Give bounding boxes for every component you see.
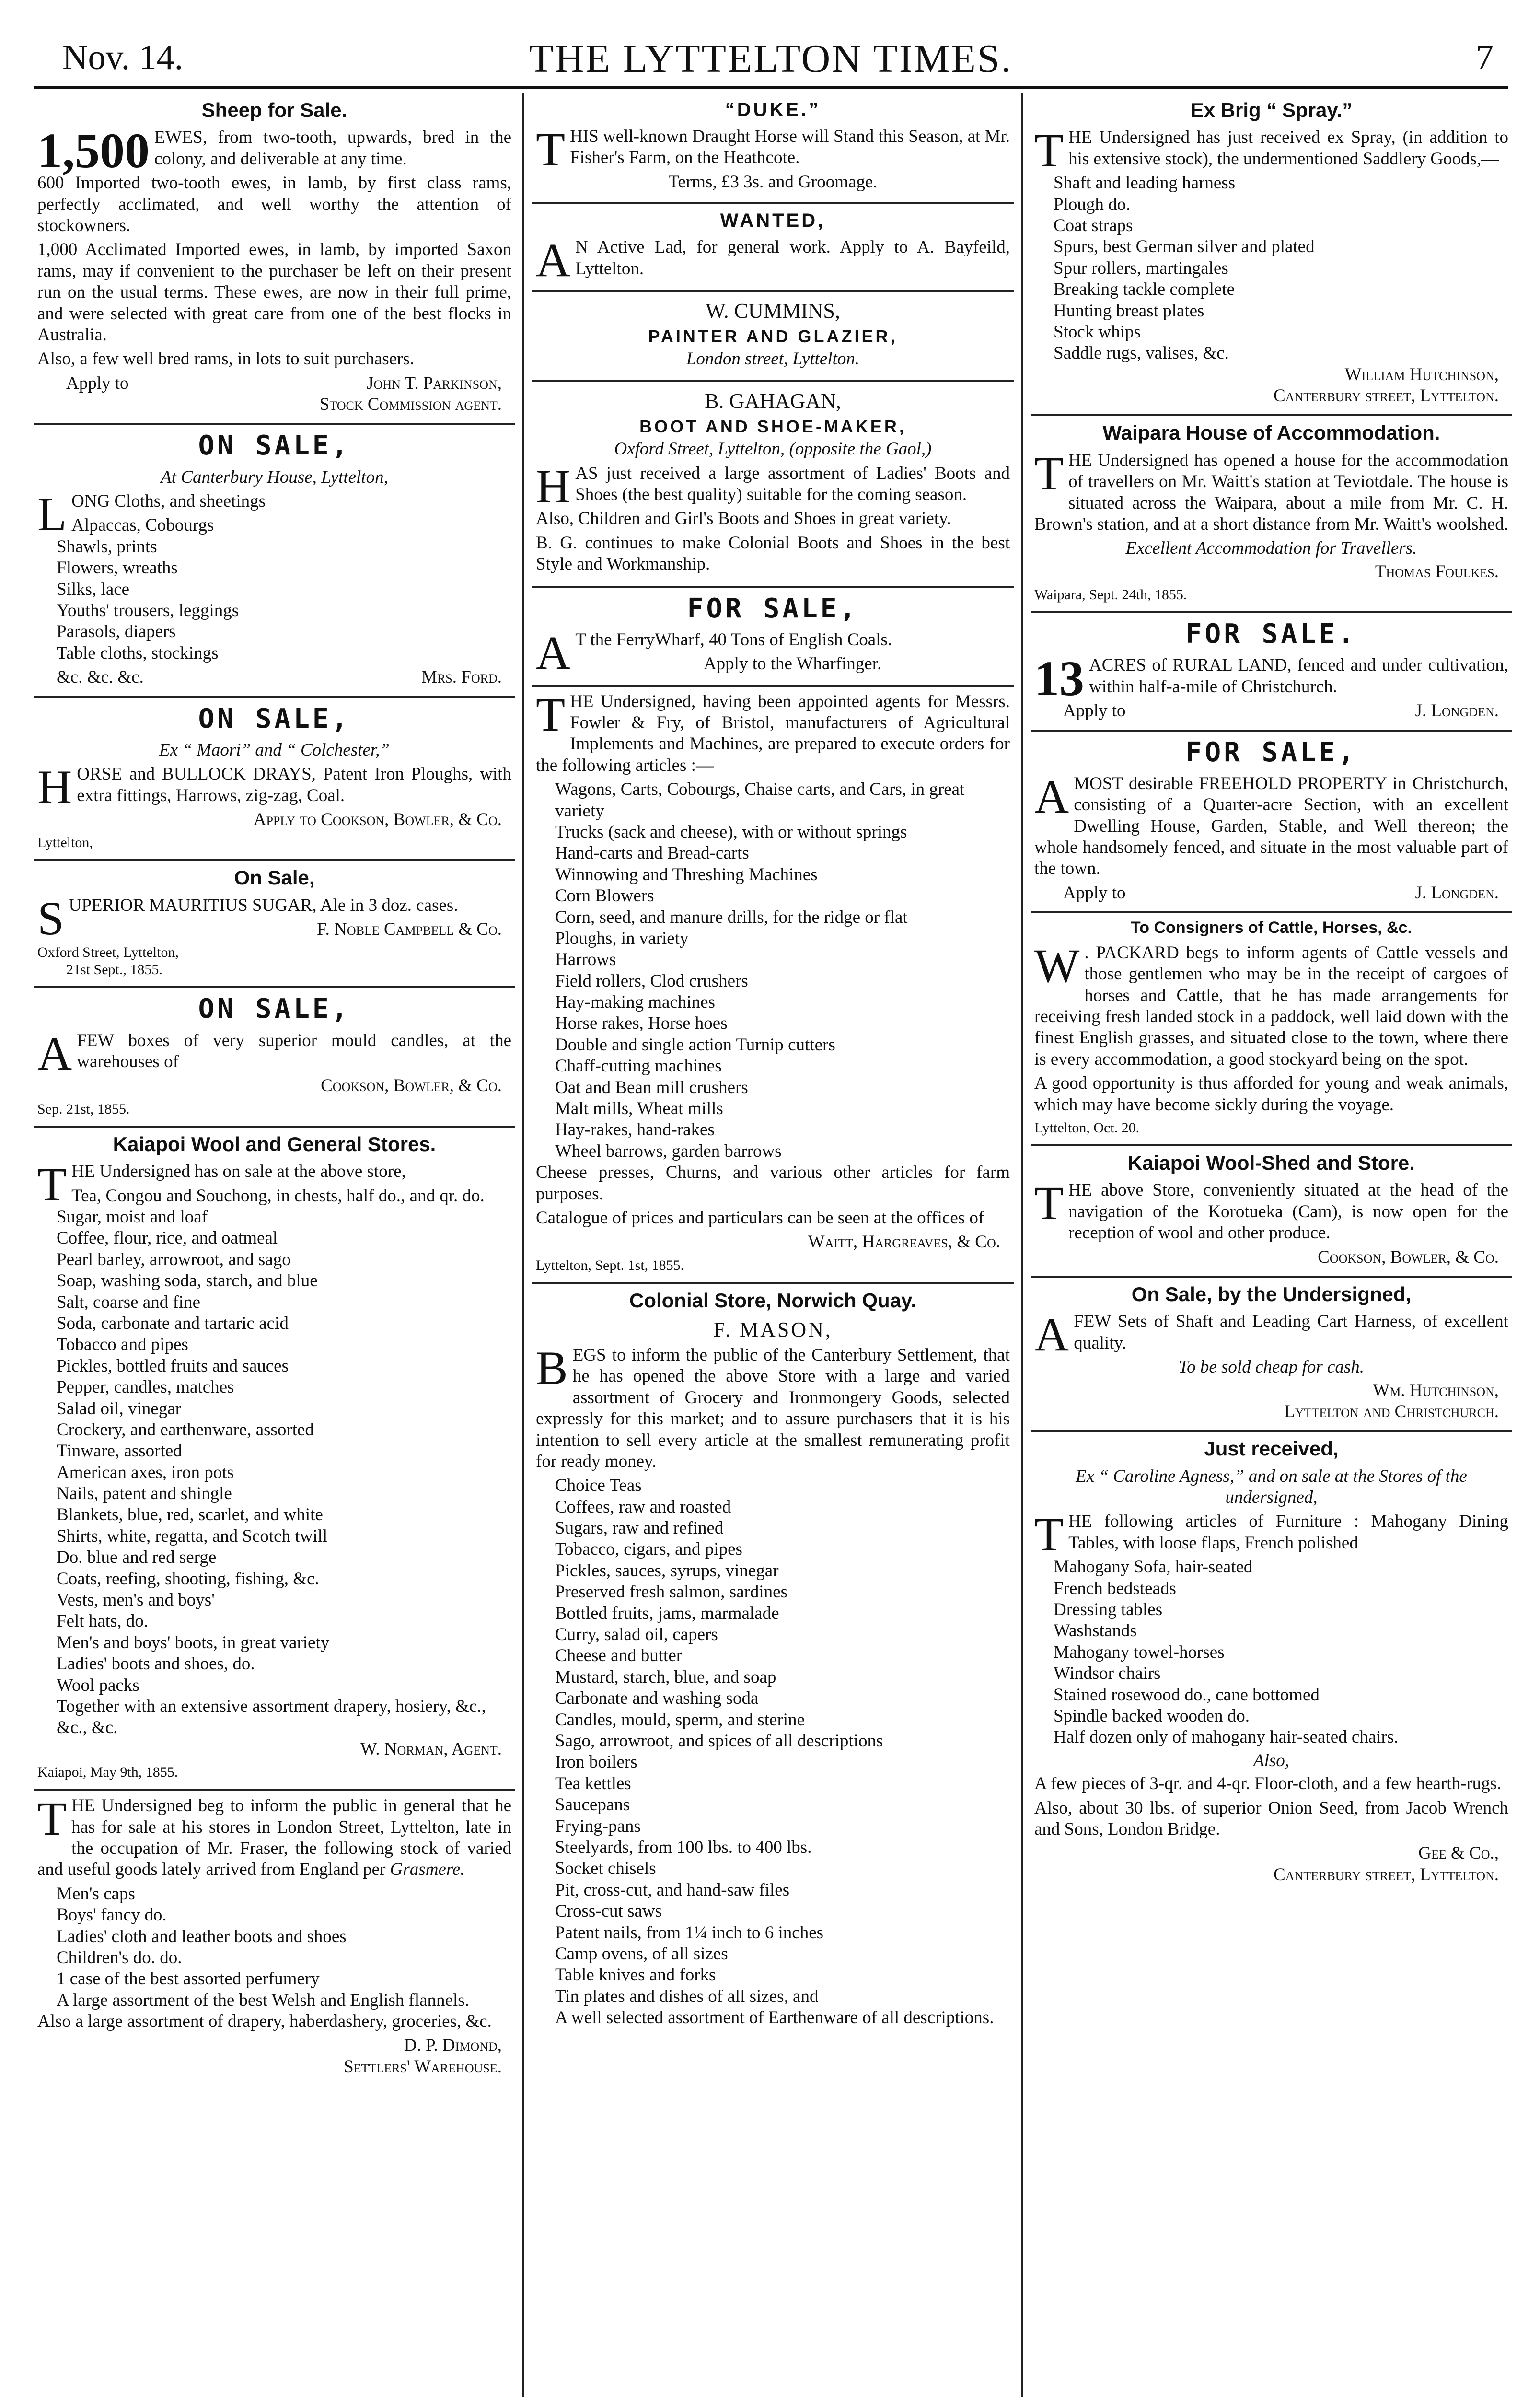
apply-label: Apply to bbox=[66, 373, 129, 393]
ad-text: N Active Lad, for general work. Apply to A. Bayfeild, Lyttelton. bbox=[575, 237, 1010, 279]
date-line: Lyttelton, Sept. 1st, 1855. bbox=[536, 1257, 684, 1273]
list-item: Hand-carts and Bread-carts bbox=[555, 843, 749, 863]
issue-date: Nov. 14. bbox=[62, 38, 184, 77]
list-item: Hay-making machines bbox=[555, 992, 715, 1012]
list-item: Pepper, candles, matches bbox=[57, 1377, 234, 1397]
list-item: Horse rakes, Horse hoes bbox=[555, 1013, 728, 1034]
list-item: Men's and boys' boots, in great variety bbox=[57, 1632, 330, 1652]
date-line: 21st Sept., 1855. bbox=[66, 962, 162, 978]
advertiser-name: F. Noble Campbell & Co. bbox=[317, 919, 502, 940]
list-item: Shirts, white, regatta, and Scotch twill bbox=[57, 1526, 328, 1546]
ad-heading: Kaiapoi Wool and General Stores. bbox=[113, 1132, 436, 1155]
ad-text: T the FerryWharf, 40 Tons of English Coals. bbox=[575, 629, 892, 650]
ad-heading: “DUKE.” bbox=[725, 99, 821, 120]
ad-heading: Kaiapoi Wool-Shed and Store. bbox=[1128, 1152, 1415, 1175]
apply-line: Apply to Cookson, Bowler, & Co. bbox=[253, 809, 502, 829]
list-item: Spur rollers, martingales bbox=[1054, 258, 1228, 278]
list-item: Pickles, sauces, syrups, vinegar bbox=[555, 1560, 779, 1581]
list-item: Half dozen only of mahogany hair-seated chairs. bbox=[1054, 1727, 1399, 1747]
list-item: Silks, lace bbox=[57, 579, 130, 599]
list-item: Pit, cross-cut, and hand-saw files bbox=[555, 1880, 790, 1900]
ad-heading: Ex Brig “ Spray.” bbox=[1190, 99, 1353, 121]
date-line: Sep. 21st, 1855. bbox=[37, 1101, 130, 1117]
list-item: Salad oil, vinegar bbox=[57, 1398, 181, 1419]
ad-text: ACRES of RURAL LAND, fenced and under cultivation, within half-a-mile of Christchurch. bbox=[1089, 655, 1508, 697]
list-item: Spurs, best German silver and plated bbox=[1054, 237, 1315, 257]
ad-heading: WANTED, bbox=[720, 210, 826, 232]
list-item: Youths' trousers, leggings bbox=[57, 601, 239, 620]
ad-heading: Sheep for Sale. bbox=[201, 99, 347, 121]
ad-text: 600 Imported two-tooth ewes, in lamb, by first class rams, perfectly acclimated, and well worthy the attention of stockowners. bbox=[37, 173, 511, 235]
ad-settlers-warehouse: THE Undersigned beg to inform the public in general that he has for sale at his stores in London Street, Lyttelton, late in the occupation of Mr. Fraser, the following stock of varied and useful goods lately arrived from England per Grasmere. Men's caps Boys' fancy do. Ladies' cloth and leather boots and shoes Children's do. do. 1 case of the best assorted perfumery A large assortment of the best Welsh and English flannels. Also a large assortment of drapery, haberdashery, groceries, &c. D. P. Dimond, Settlers' Warehouse. bbox=[34, 1791, 515, 2085]
column-2 bbox=[532, 93, 1014, 2397]
list-item: American axes, iron pots bbox=[57, 1462, 234, 1482]
ad-text: Ale in 3 doz. cases. bbox=[320, 895, 458, 915]
list-item: Soap, washing soda, starch, and blue bbox=[57, 1271, 318, 1291]
list-item: Children's do. do. bbox=[57, 1947, 182, 1967]
advertiser-address: Canterbury street, Lyttelton. bbox=[1274, 1864, 1499, 1885]
advertiser-name: J. Longden. bbox=[1415, 883, 1499, 903]
ad-text: HE Undersigned beg to inform the public in general that he has for sale at his stores in London Street, Lyttelton, late in the occupation of Mr. Fraser, the following stock of varied and useful goods lately arrived from England per bbox=[37, 1796, 511, 1880]
list-item: Spindle backed wooden do. bbox=[1054, 1706, 1250, 1726]
list-item: Salt, coarse and fine bbox=[57, 1292, 200, 1312]
ad-subheading: At Canterbury House, Lyttelton, bbox=[161, 467, 388, 487]
list-item: A large assortment of the best Welsh and English flannels. bbox=[57, 1990, 469, 2010]
newspaper-title: THE LYTTELTON TIMES. bbox=[529, 36, 1013, 81]
advertiser-name: Thomas Foulkes. bbox=[1375, 561, 1499, 582]
ad-tagline: Excellent Accommodation for Travellers. bbox=[1125, 538, 1417, 559]
list-item: Felt hats, do. bbox=[57, 1611, 149, 1631]
list-item: Corn, seed, and manure drills, for the ridge or flat bbox=[555, 907, 908, 927]
list-item: Coffees, raw and roasted bbox=[555, 1497, 731, 1517]
list-item: Saucepans bbox=[555, 1795, 630, 1815]
ad-tagline: To be sold cheap for cash. bbox=[1178, 1357, 1365, 1377]
list-item: Coats, reefing, shooting, fishing, &c. bbox=[57, 1569, 319, 1589]
list-item: Shawls, prints bbox=[57, 536, 157, 557]
ad-cummins bbox=[532, 292, 1014, 382]
date-line: Lyttelton, Oct. 20. bbox=[1034, 1120, 1140, 1136]
ad-text: Patent Iron Ploughs, with extra fittings, Harrows, zig-zag, Coal. bbox=[77, 764, 511, 805]
ad-subheading: Ex “ Caroline Agness,” and on sale at the Stores of the undersigned, bbox=[1076, 1466, 1467, 1508]
list-item: Winnowing and Threshing Machines bbox=[555, 864, 818, 884]
advertiser-name: Wm. Hutchinson, bbox=[1373, 1380, 1499, 1400]
list-item: Washstands bbox=[1054, 1621, 1137, 1641]
list-item: Blankets, blue, red, scarlet, and white bbox=[57, 1505, 323, 1525]
list-item: Table cloths, stockings bbox=[57, 643, 219, 663]
list-item: Trucks (sack and cheese), with or without springs bbox=[555, 822, 907, 842]
ad-text: Also, about 30 lbs. of superior Onion Seed, from Jacob Wrench and Sons, London Bridge. bbox=[1034, 1798, 1508, 1839]
ad-text: HE above Store, conveniently situated at the head of the navigation of the Korotueka (Cam), is now open for the reception of wool and other produce. bbox=[1068, 1180, 1508, 1243]
list-item: Coat straps bbox=[1054, 215, 1133, 235]
list-item: Sugar, moist and loaf bbox=[57, 1207, 208, 1227]
list-item: Preserved fresh salmon, sardines bbox=[555, 1582, 787, 1602]
ad-text: FEW boxes of very superior mould candles, at the warehouses of bbox=[77, 1030, 511, 1072]
list-item: Cross-cut saws bbox=[555, 1901, 662, 1921]
ad-text: EWES, from two-tooth, upwards, bred in the colony, and deliverable at any time. bbox=[154, 128, 511, 169]
list-item: Candles, mould, sperm, and sterine bbox=[555, 1710, 805, 1730]
list-item: Tobacco, cigars, and pipes bbox=[555, 1539, 742, 1559]
list-item: Harrows bbox=[555, 950, 616, 970]
list-item: Men's caps bbox=[57, 1884, 135, 1904]
ad-text: MOST desirable FREEHOLD PROPERTY in Christchurch, consisting of a Quarter-acre Section, with an excellent Dwelling House, Garden, Stable, and Well thereon; the whole handsomely fenced, and situate in the most valuable part of the town. bbox=[1034, 773, 1508, 879]
list-item: Shaft and leading harness bbox=[1054, 173, 1236, 193]
list-item: Parasols, diapers bbox=[57, 622, 176, 642]
list-item: Pearl barley, arrowroot, and sago bbox=[57, 1249, 291, 1269]
list-item: Pickles, bottled fruits and sauces bbox=[57, 1356, 289, 1376]
list-item: Tin plates and dishes of all sizes, and bbox=[555, 1986, 819, 2006]
drop-number: 13 bbox=[1034, 651, 1084, 707]
advertiser-name: F. MASON, bbox=[713, 1318, 833, 1342]
list-item: Choice Teas bbox=[555, 1476, 642, 1496]
ad-canterbury-house: ON SALE, At Canterbury House, Lyttelton, LONG Cloths, and sheetings Alpaccas, Cobourgs Shawls, prints Flowers, wreaths Silks, lace Youths' trousers, leggings Parasols, diapers Table cloths, stockings &c. &c. &c. Mrs. Ford. bbox=[34, 425, 515, 698]
ad-text: FEW Sets of Shaft and Leading Cart Harness, of excellent quality. bbox=[1074, 1312, 1508, 1353]
ad-heading: FOR SALE, bbox=[1185, 736, 1357, 768]
list-item: Tobacco and pipes bbox=[57, 1335, 188, 1355]
list-item: Field rollers, Clod crushers bbox=[555, 971, 748, 991]
advertiser-name: John T. Parkinson, bbox=[367, 373, 502, 393]
advertiser-name: J. Longden. bbox=[1415, 701, 1499, 721]
list-item: Wool packs bbox=[57, 1675, 139, 1695]
list-item: Coffee, flour, rice, and oatmeal bbox=[57, 1228, 278, 1248]
ad-text: HIS well-known Draught Horse will Stand this Season, at Mr. Fisher's Farm, on the Heathcote. bbox=[570, 127, 1010, 168]
ad-waipara-house: Waipara House of Accommodation. THE Undersigned has opened a house for the accommodation of travellers on Mr. Waitt's station at Teviotdale. The house is situated across the Waipara, about a mile from Mr. C. H. Brown's station, and at a short distance from Mr. Waitt's woolshed. Excellent Accommodation for Travellers. Thomas Foulkes. Waipara, Sept. 24th, 1855. bbox=[1031, 416, 1512, 613]
ad-text: . PACKARD begs to inform agents of Cattle vessels and those gentlemen who may be in the receipt of cargoes of horses and Cattle, that he has made arrangements for receiving fresh landed stock in a paddock, well laid down with the finest English grasses, and situated close to the town, where there is every accommodation, a good stockyard being on the spot. bbox=[1034, 943, 1508, 1069]
ad-text: AS just received a large assortment of Ladies' Boots and Shoes (the best quality) suitable for the coming season. bbox=[575, 463, 1010, 505]
list-item: Wagons, Carts, Cobourgs, Chaise carts, and Cars, in great variety bbox=[555, 780, 965, 821]
also-label: Also, bbox=[1253, 1750, 1290, 1770]
ad-text: UPERIOR MAURITIUS SUGAR, bbox=[69, 895, 317, 915]
page-number: 7 bbox=[1476, 38, 1494, 77]
apply-label: Apply to bbox=[1063, 883, 1126, 903]
advertiser-name: Cookson, Bowler, & Co. bbox=[1318, 1247, 1499, 1267]
address-line: London street, Lyttelton. bbox=[686, 349, 860, 369]
trade-line: PAINTER AND GLAZIER, bbox=[648, 326, 898, 346]
advertiser-name: W. CUMMINS, bbox=[706, 299, 840, 323]
ad-heading: Colonial Store, Norwich Quay. bbox=[629, 1289, 916, 1312]
list-item: Alpaccas, Cobourgs bbox=[71, 515, 214, 535]
list-item: Dressing tables bbox=[1054, 1600, 1163, 1620]
advertiser-name: Cookson, Bowler, & Co. bbox=[321, 1076, 502, 1096]
list-item: Frying-pans bbox=[555, 1816, 641, 1836]
masthead bbox=[34, 34, 1508, 89]
list-item: Saddle rugs, valises, &c. bbox=[1054, 343, 1229, 363]
list-item: Flowers, wreaths bbox=[57, 558, 178, 578]
ad-text: HE Undersigned has just received ex Spray, (in addition to his extensive stock), the undermentioned Saddlery Goods,— bbox=[1068, 128, 1508, 169]
ad-text: Also a large assortment of drapery, haberdashery, groceries, &c. bbox=[37, 2012, 492, 2032]
ad-ex-brig-spray: Ex Brig “ Spray.” THE Undersigned has just received ex Spray, (in addition to his extensive stock), the undermentioned Saddlery Goods,— Shaft and leading harness Plough do. Coat straps Spurs, best German silver and plated Spur rollers, martingales Breaking tackle complete Hunting breast plates Stock whips Saddle rugs, valises, &c. William Hutchinson, Canterbury street, Lyttelton. bbox=[1031, 93, 1512, 416]
list-item: Nails, patent and shingle bbox=[57, 1484, 232, 1504]
list-item: Breaking tackle complete bbox=[1054, 279, 1235, 300]
ad-terms: Terms, £3 3s. and Groomage. bbox=[668, 172, 878, 192]
list-item: Camp ovens, of all sizes bbox=[555, 1943, 728, 1964]
ad-text: HE Undersigned, having been appointed agents for Messrs. Fowler & Fry, of Bristol, manufacturers of Agricultural Implements and Machines, are prepared to execute orders for the following articles :— bbox=[536, 691, 1010, 775]
list-item: Boys' fancy do. bbox=[57, 1905, 167, 1925]
list-item: Tinware, assorted bbox=[57, 1441, 182, 1461]
ad-subheading: Ex “ Maori” and “ Colchester,” bbox=[159, 740, 390, 760]
ad-heading: FOR SALE. bbox=[1185, 618, 1357, 650]
list-item: Plough do. bbox=[1054, 194, 1131, 214]
ad-heading: ON SALE, bbox=[198, 703, 351, 734]
ad-colonial-store: Colonial Store, Norwich Quay. F. MASON, BEGS to inform the public of the Canterbury Settlement, that he has opened the above Store with a large and varied assortment of Grocery and Ironmongery Goods, selected expressly for this market; and to assure purchasers that it is his intention to sell every article at the smallest remunerating profit for ready money. Choice Teas Coffees, raw and roasted Sugars, raw and refined Tobacco, cigars, and pipes Pickles, sauces, syrups, vinegar Preserved fresh salmon, sardines Bottled fruits, jams, marmalade Curry, salad oil, capers Cheese and butter Mustard, starch, blue, and soap Carbonate and washing soda Candles, mould, sperm, and sterine Sago, arrowroot, and spices of all descriptions Iron boilers Tea kettles Saucepans Frying-pans Steelyards, from 100 lbs. to 400 lbs. Socket chisels Pit, cross-cut, and hand-saw files Cross-cut saws Patent nails, from 1¼ inch to 6 inches Camp ovens, of all sizes Table knives and forks Tin plates and dishes of all sizes, and A well selected assortment of Earthenware of all descriptions. bbox=[532, 1284, 1014, 2036]
list-item: A well selected assortment of Earthenware of all descriptions. bbox=[555, 2008, 994, 2028]
advertiser-address: Canterbury street, Lyttelton. bbox=[1274, 386, 1499, 406]
ad-text: Also, a few well bred rams, in lots to suit purchasers. bbox=[37, 349, 415, 369]
list-item: Stained rosewood do., cane bottomed bbox=[1054, 1685, 1320, 1705]
advertiser-name: Gee & Co., bbox=[1418, 1843, 1499, 1863]
trade-line: BOOT AND SHOE-MAKER, bbox=[639, 417, 906, 437]
list-item: Malt mills, Wheat mills bbox=[555, 1099, 723, 1119]
advertiser-name: William Hutchinson, bbox=[1344, 364, 1499, 384]
list-item: Table knives and forks bbox=[555, 1965, 716, 1985]
address-line: Oxford Street, Lyttelton, (opposite the Gaol,) bbox=[614, 439, 932, 459]
ad-text: HE following articles of Furniture : Mahogany Dining Tables, with loose flaps, French polished bbox=[1068, 1512, 1508, 1553]
ad-drays: ON SALE, Ex “ Maori” and “ Colchester,” HORSE and BULLOCK DRAYS, Patent Iron Ploughs, with extra fittings, Harrows, zig-zag, Coal. Apply to Cookson, Bowler, & Co. Lyttelton, bbox=[34, 698, 515, 861]
list-item: Steelyards, from 100 lbs. to 400 lbs. bbox=[555, 1837, 812, 1857]
ad-gahagan: B. GAHAGAN, BOOT AND SHOE-MAKER, Oxford Street, Lyttelton, (opposite the Gaol,) HAS just received a large assortment of Ladies' Boots and Shoes (the best quality) suitable for the coming season. Also, Children and Girl's Boots and Shoes in great variety. B. G. continues to make Colonial Boots and Shoes in the best Style and Workmanship. bbox=[532, 382, 1014, 587]
ad-wanted: WANTED, A N Active Lad, for general work. Apply to A. Bayfeild, Lyttelton. bbox=[532, 204, 1014, 292]
list-item: Sago, arrowroot, and spices of all descriptions bbox=[555, 1731, 883, 1751]
column-divider bbox=[1021, 93, 1023, 2397]
list-item: Chaff-cutting machines bbox=[555, 1056, 722, 1076]
ad-text: A few pieces of 3-qr. and 4-qr. Floor-cloth, and a few hearth-rugs. bbox=[1034, 1774, 1502, 1794]
advertiser-address: Lyttelton and Christchurch. bbox=[1284, 1401, 1499, 1421]
ad-heading: On Sale, bbox=[234, 866, 315, 889]
list-item: Ladies' boots and shoes, do. bbox=[57, 1654, 255, 1674]
list-item: Socket chisels bbox=[555, 1859, 656, 1879]
ad-heading: ON SALE, bbox=[198, 993, 351, 1025]
ad-heading: Waipara House of Accommodation. bbox=[1102, 421, 1440, 444]
ad-text: EGS to inform the public of the Canterbury Settlement, that he has opened the above Store with a large and varied assortment of Grocery and Ironmongery Goods, selected expressly for this market; and to assure purchasers that it is his intention to sell every article at the smallest remunerating profit for ready money. bbox=[536, 1345, 1010, 1471]
ad-kaiapoi-wool-shed: Kaiapoi Wool-Shed and Store. THE above Store, conveniently situated at the head of the navigation of the Korotueka (Cam), is now open for the reception of wool and other produce. Cookson, Bowler, & Co. bbox=[1031, 1146, 1512, 1278]
list-item: Carbonate and washing soda bbox=[555, 1688, 759, 1709]
date-line: Kaiapoi, May 9th, 1855. bbox=[37, 1764, 178, 1780]
date-line: Waipara, Sept. 24th, 1855. bbox=[1034, 587, 1187, 603]
place-line: Lyttelton, bbox=[37, 835, 93, 851]
column-3 bbox=[1031, 93, 1512, 2397]
list-item: Patent nails, from 1¼ inch to 6 inches bbox=[555, 1922, 824, 1943]
apply-line: Apply to the Wharfinger. bbox=[703, 654, 882, 674]
ad-text: 1,000 Acclimated Imported ewes, in lamb, by imported Saxon rams, may if convenient to the purchaser be left on their present run on the usual terms. These ewes, are now in their full prime, and were selected with great care from one of the best flocks in Australia. bbox=[37, 240, 511, 345]
ad-fowler-fry: THE Undersigned, having been appointed agents for Messrs. Fowler & Fry, of Bristol, manufacturers of Agricultural Implements and Machines, are prepared to execute orders for the following articles :— Wagons, Carts, Cobourgs, Chaise carts, and Cars, in great variety Trucks (sack and cheese), with or without springs Hand-carts and Bread-carts Winnowing and Threshing Machines Corn Blowers Corn, seed, and manure drills, for the ridge or flat Ploughs, in variety Harrows Field rollers, Clod crushers Hay-making machines Horse rakes, Horse hoes Double and single action Turnip cutters Chaff-cutting machines Oat and Bean mill crushers Malt mills, Wheat mills Hay-rakes, hand-rakes Wheel barrows, garden barrows Cheese presses, Churns, and various other articles for farm purposes. Catalogue of prices and particulars can be seen at the offices of Waitt, Hargreaves, & Co. Lyttelton, Sept. 1st, 1855. bbox=[532, 687, 1014, 1284]
ad-duke: “DUKE.” THIS well-known Draught Horse will Stand this Season, at Mr. Fisher's Farm, on the Heathcote. Terms, £3 3s. and Groomage. bbox=[532, 93, 1014, 204]
list-item: Mahogany Sofa, hair-seated bbox=[1054, 1557, 1253, 1577]
ad-heading: ON SALE, bbox=[198, 430, 351, 462]
list-item: Iron boilers bbox=[555, 1752, 637, 1772]
ad-rural-land bbox=[1031, 613, 1512, 731]
list-item: French bedsteads bbox=[1054, 1578, 1176, 1598]
ad-heading: On Sale, by the Undersigned, bbox=[1131, 1282, 1412, 1305]
advertiser-title: Settlers' Warehouse. bbox=[344, 2057, 502, 2077]
ad-text: Cheese presses, Churns, and various other articles for farm purposes. bbox=[536, 1163, 1010, 1204]
ad-heading: Just received, bbox=[1204, 1437, 1339, 1460]
apply-label: Apply to bbox=[1063, 701, 1126, 721]
list-item: Mahogany towel-horses bbox=[1054, 1642, 1225, 1662]
list-item: Do. blue and red serge bbox=[57, 1548, 217, 1568]
address-line: Oxford Street, Lyttelton, bbox=[37, 944, 179, 961]
list-item: Ploughs, in variety bbox=[555, 928, 689, 948]
list-item: Corn Blowers bbox=[555, 886, 654, 906]
advertiser-name: D. P. Dimond, bbox=[404, 2036, 502, 2056]
ad-text: ORSE and BULLOCK DRAYS, bbox=[77, 764, 316, 784]
column-1 bbox=[34, 93, 515, 2397]
ad-furniture: Just received, Ex “ Caroline Agness,” and on sale at the Stores of the undersigned, THE following articles of Furniture : Mahogany Dining Tables, with loose flaps, French polished Mahogany Sofa, hair-seated French bedsteads Dressing tables Washstands Mahogany towel-horses Windsor chairs Stained rosewood do., cane bottomed Spindle backed wooden do. Half dozen only of mahogany hair-seated chairs. Also, A few pieces of 3-qr. and 4-qr. Floor-cloth, and a few hearth-rugs. Also, about 30 lbs. of superior Onion Seed, from Jacob Wrench and Sons, London Bridge. Gee & Co., Canterbury street, Lyttelton. bbox=[1031, 1432, 1512, 1893]
ad-text: ONG Cloths, and sheetings bbox=[71, 491, 266, 512]
ad-heading: To Consigners of Cattle, Horses, &c. bbox=[1131, 919, 1412, 937]
list-item: Double and single action Turnip cutters bbox=[555, 1035, 835, 1055]
ad-sheep-for-sale bbox=[34, 93, 515, 425]
ad-text: HE Undersigned has on sale at the above store, bbox=[71, 1162, 406, 1182]
list-item: Soda, carbonate and tartaric acid bbox=[57, 1313, 289, 1333]
list-item: Hunting breast plates bbox=[1054, 301, 1204, 321]
newspaper-page bbox=[34, 0, 1508, 2397]
list-item: Crockery, and earthenware, assorted bbox=[57, 1420, 314, 1440]
ship-name: Grasmere. bbox=[390, 1860, 465, 1880]
ad-cart-harness: On Sale, by the Undersigned, AFEW Sets of Shaft and Leading Cart Harness, of excellent quality. To be sold cheap for cash. Wm. Hutchinson, Lyttelton and Christchurch. bbox=[1031, 1278, 1512, 1432]
drop-number: 1,500 bbox=[37, 123, 150, 179]
advertiser-name: Waitt, Hargreaves, & Co. bbox=[808, 1232, 1000, 1252]
list-item: Bottled fruits, jams, marmalade bbox=[555, 1603, 779, 1623]
list-item: Ladies' cloth and leather boots and shoes bbox=[57, 1926, 347, 1946]
ad-packard-cattle: To Consigners of Cattle, Horses, &c. W . PACKARD begs to inform agents of Cattle vessels and those gentlemen who may be in the receipt of cargoes of horses and Cattle, that he has made arrangements for receiving fresh landed stock in a paddock, well laid down with the finest English grasses, and situated close to the town, where there is every accommodation, a good stockyard being on the spot. A good opportunity is thus afforded for young and weak animals, which may have become sickly during the voyage. Lyttelton, Oct. 20. bbox=[1031, 913, 1512, 1146]
list-item: Tea, Congou and Souchong, in chests, half do., and qr. do. bbox=[71, 1186, 485, 1206]
list-item: &c. &c. &c. bbox=[57, 667, 144, 687]
list-item: Cheese and butter bbox=[555, 1646, 683, 1666]
advertiser-name: B. GAHAGAN, bbox=[705, 389, 841, 413]
advertiser-name: W. Norman, Agent. bbox=[360, 1739, 502, 1759]
list-item: Together with an extensive assortment drapery, hosiery, &c., &c., &c. bbox=[57, 1697, 486, 1738]
list-item: Curry, salad oil, capers bbox=[555, 1625, 718, 1645]
ad-freehold-property: FOR SALE, AMOST desirable FREEHOLD PROPERTY in Christchurch, consisting of a Quarter-acre Section, with an excellent Dwelling House, Garden, Stable, and Well thereon; the whole handsomely fenced, and situate in the most valuable part of the town. Apply to J. Longden. bbox=[1031, 732, 1512, 914]
advertiser-name: Mrs. Ford. bbox=[421, 667, 502, 687]
ad-coals: FOR SALE, A T the FerryWharf, 40 Tons of English Coals. Apply to the Wharfinger. bbox=[532, 588, 1014, 687]
list-item: Tea kettles bbox=[555, 1773, 631, 1793]
ad-text: Catalogue of prices and particulars can be seen at the offices of bbox=[536, 1208, 984, 1228]
ad-text: B. G. continues to make Colonial Boots and Shoes in the best Style and Workmanship. bbox=[536, 533, 1010, 574]
ad-mauritius-sugar: On Sale, SUPERIOR MAURITIUS SUGAR, Ale in 3 doz. cases. F. Noble Campbell & Co. Oxford Street, Lyttelton, 21st Sept., 1855. bbox=[34, 861, 515, 988]
ad-text: HE Undersigned has opened a house for the accommodation of travellers on Mr. Waitt's station at Teviotdale. The house is situated across the Waipara, about a mile from Mr. C. H. Brown's station, and at a short distance from Mr. Waitt's woolshed. bbox=[1034, 450, 1509, 535]
column-divider bbox=[522, 93, 524, 2397]
ad-text: A good opportunity is thus afforded for young and weak animals, which may have become sickly during the voyage. bbox=[1034, 1073, 1508, 1115]
list-item: Hay-rakes, hand-rakes bbox=[555, 1120, 715, 1140]
list-item: Oat and Bean mill crushers bbox=[555, 1077, 748, 1097]
ad-mould-candles: ON SALE, AFEW boxes of very superior mould candles, at the warehouses of Cookson, Bowler, & Co. Sep. 21st, 1855. bbox=[34, 988, 515, 1127]
list-item: Mustard, starch, blue, and soap bbox=[555, 1667, 776, 1687]
advertiser-title: Stock Commission agent. bbox=[319, 395, 502, 415]
ad-kaiapoi-stores: Kaiapoi Wool and General Stores. THE Undersigned has on sale at the above store, Tea, Congou and Souchong, in chests, half do., and qr. do. Sugar, moist and loaf Coffee, flour, rice, and oatmeal Pearl barley, arrowroot, and sago Soap, washing soda, starch, and blue Salt, coarse and fine Soda, carbonate and tartaric acid Tobacco and pipes Pickles, bottled fruits and sauces Pepper, candles, matches Salad oil, vinegar Crockery, and earthenware, assorted Tinware, assorted American axes, iron pots Nails, patent and shingle Blankets, blue, red, scarlet, and white Shirts, white, regatta, and Scotch twill Do. blue and red serge Coats, reefing, shooting, fishing, &c. Vests, men's and boys' Felt hats, do. Men's and boys' boots, in great variety Ladies' boots and shoes, do. Wool packs Together with an extensive assortment drapery, hosiery, &c., &c., &c. W. Norman, Agent. Kaiapoi, May 9th, 1855. bbox=[34, 1128, 515, 1791]
ad-text: Also, Children and Girl's Boots and Shoes in great variety. bbox=[536, 509, 951, 529]
list-item: Vests, men's and boys' bbox=[57, 1590, 215, 1610]
list-item: Wheel barrows, garden barrows bbox=[555, 1141, 782, 1161]
list-item: Stock whips bbox=[1054, 322, 1141, 342]
list-item: 1 case of the best assorted perfumery bbox=[57, 1969, 320, 1989]
list-item: Sugars, raw and refined bbox=[555, 1518, 724, 1538]
list-item: Windsor chairs bbox=[1054, 1664, 1161, 1684]
ad-heading: FOR SALE, bbox=[687, 593, 859, 624]
